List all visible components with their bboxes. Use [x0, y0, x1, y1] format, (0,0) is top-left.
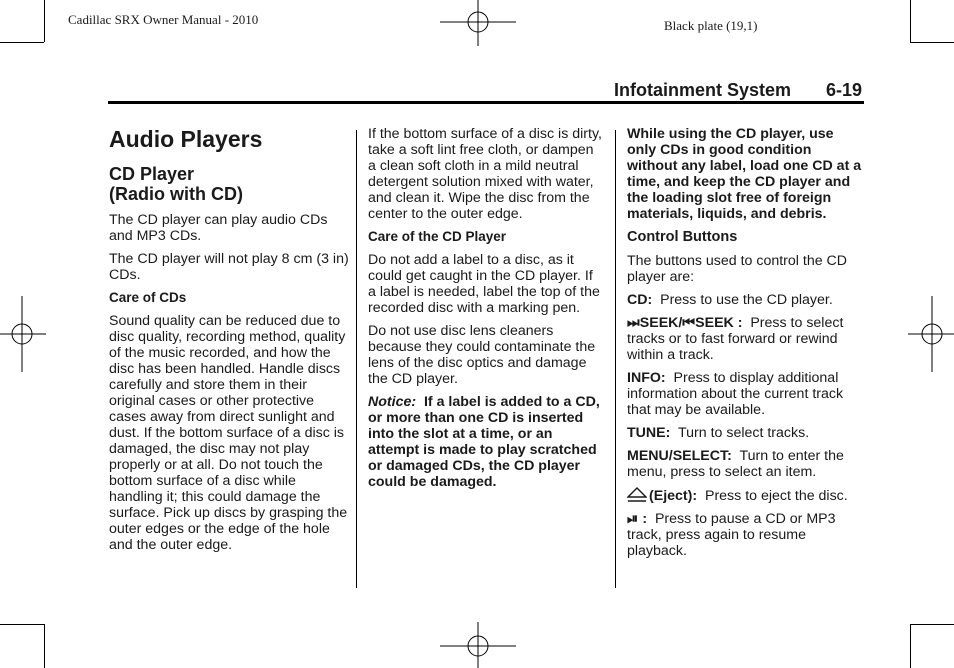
paragraph: The CD player can play audio CDs and MP3 CDs. — [109, 212, 328, 244]
column-divider-2 — [615, 130, 616, 588]
eject-button-label: (Eject): — [649, 488, 698, 504]
tune-knob-label: TUNE: — [627, 425, 671, 441]
menu-select-label: MENU/SELECT: — [627, 448, 732, 464]
play-pause-icon: ⏯ — [627, 511, 639, 527]
page-title: Audio Players — [109, 126, 263, 152]
cd-player-heading — [109, 164, 349, 204]
warning-paragraph: While using the CD player, use only CDs in good condition without any label, load one CD at a time, and keep the CD player and the loading slot free of foreign materials, liquids, and debris. — [627, 126, 862, 222]
info-button-desc — [627, 370, 863, 418]
column-divider-1 — [356, 130, 357, 588]
seek-forward-icon: ⏭ — [627, 315, 640, 331]
registration-mark-bottom — [440, 622, 516, 668]
column-3 — [627, 126, 863, 566]
plate-label: Black plate (19,1) — [664, 18, 758, 33]
column-1 — [109, 126, 349, 560]
seek-button-desc — [627, 315, 863, 363]
care-of-cd-player-heading: Care of the CD Player — [368, 229, 507, 244]
paragraph: The CD player will not play 8 cm (3 in) CDs. — [109, 251, 349, 283]
info-button-text: Press to display additional information about the current track that may be available. — [627, 370, 844, 418]
notice-label: Notice: — [368, 394, 417, 410]
tune-knob-text: Turn to select tracks. — [678, 425, 810, 441]
seek-forward-label: SEEK/ — [639, 315, 683, 331]
play-pause-label: : — [642, 511, 648, 527]
cd-button-desc — [627, 292, 863, 308]
menu-select-desc — [627, 448, 863, 480]
care-of-cds-heading: Care of CDs — [109, 290, 187, 305]
control-buttons-heading: Control Buttons — [627, 229, 738, 245]
tune-knob-desc — [627, 425, 863, 441]
cd-player-heading-line1: CD Player — [109, 164, 195, 184]
paragraph: Do not add a label to a disc, as it could get caught in the CD player. If a label is needed, label the top of the recorded disc with a marking pen. — [368, 252, 600, 316]
registration-mark-left — [0, 296, 46, 372]
section-title: Infotainment System — [614, 80, 792, 100]
paragraph: Sound quality can be reduced due to disc quality, recording method, quality of the music recorded, and how the disc has been handled. Handle discs carefully and store them in their original cases or other protective cases away from direct sunlight and dust. If the bottom surface of a disc is damaged, the disc may not play properly or at all. Do not touch the bottom surface of a disc while handling it; this could damage the surface. Pick up discs by grasping the outer edges or the edge of the hole and the outer edge. — [109, 313, 348, 553]
registration-mark-right — [908, 296, 954, 372]
manual-title: Cadillac SRX Owner Manual - 2010 — [68, 12, 259, 27]
notice-text: If a label is added to a CD, or more than one CD is inserted into the slot at a time, or an attempt is made to play scratched or damaged CDs, the CD player could be damaged. — [368, 394, 600, 490]
notice — [368, 394, 604, 490]
cd-button-text: Press to use the CD player. — [660, 292, 833, 308]
info-button-label: INFO: — [627, 370, 666, 386]
cd-button-label: CD: — [627, 292, 653, 308]
play-pause-desc — [627, 511, 863, 559]
eject-icon — [627, 487, 647, 503]
registration-mark-top — [440, 0, 516, 46]
play-pause-text: Press to pause a CD or MP3 track, press again to resume playback. — [627, 511, 836, 559]
seek-back-icon: ⏮ — [682, 315, 696, 331]
eject-button-desc — [627, 487, 863, 504]
seek-text: Press to select tracks or to fast forward or rewind within a track. — [627, 315, 844, 363]
eject-button-text: Press to eject the disc. — [704, 488, 848, 504]
paragraph: If the bottom surface of a disc is dirty, take a soft lint free cloth, or dampen a clean soft cloth in a mild neutral detergent solution mixed with water, and clean it. Wipe the disc from the center to the outer edge. — [368, 126, 602, 222]
column-2 — [368, 126, 604, 497]
cd-player-heading-line2: (Radio with CD) — [109, 184, 243, 204]
menu-select-text: Turn to enter the menu, press to select an item. — [627, 448, 844, 480]
page-number: 6-19 — [826, 80, 863, 100]
paragraph: The buttons used to control the CD player are: — [627, 253, 848, 285]
seek-back-label: SEEK : — [695, 315, 743, 331]
header-rule — [108, 101, 864, 104]
paragraph: Do not use disc lens cleaners because they could contaminate the lens of the disc optics and damage the CD player. — [368, 323, 596, 387]
